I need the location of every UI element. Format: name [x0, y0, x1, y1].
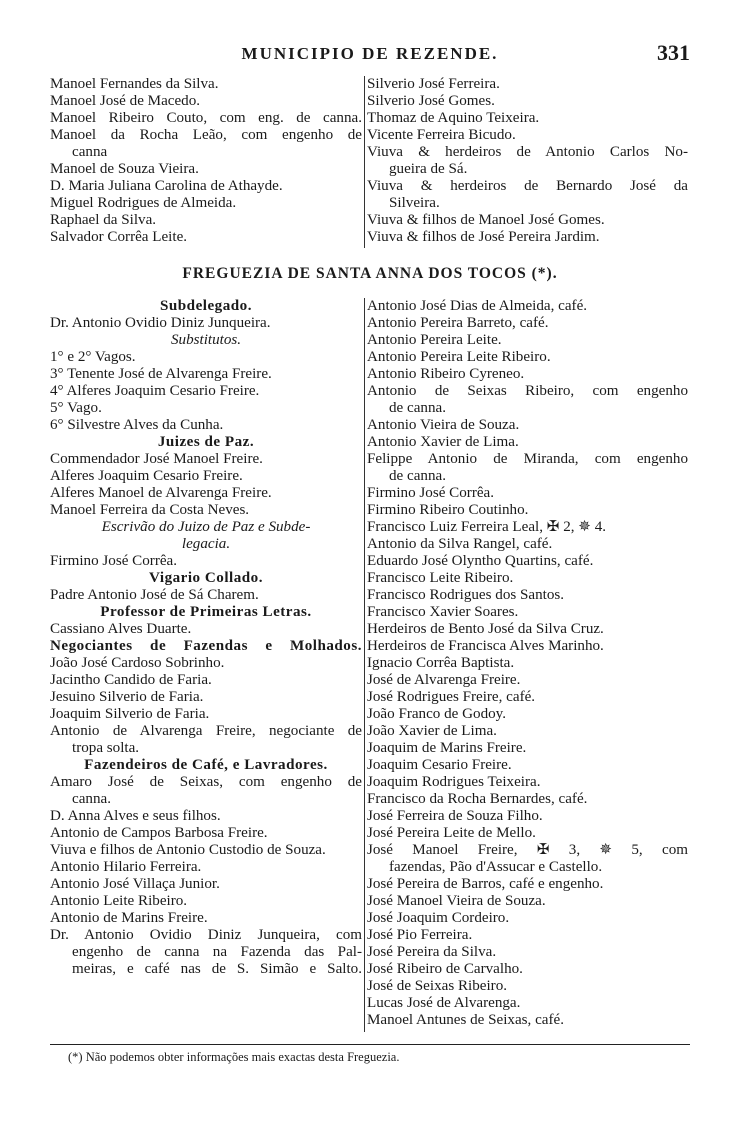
section-heading: Juizes de Paz. [157, 434, 255, 450]
column-divider-bottom [364, 298, 365, 1032]
list-entry: Eduardo José Olyntho Quartins, café. [367, 553, 594, 569]
list-entry: de canna. [389, 468, 446, 484]
list-entry: Joaquim Silverio de Faria. [50, 706, 210, 722]
list-entry: José Pereira da Silva. [367, 944, 497, 960]
list-entry: Commendador José Manoel Freire. [50, 451, 263, 467]
footnote-rule [50, 1044, 690, 1045]
list-entry: Manoel Ribeiro Couto, com eng. de canna. [50, 110, 362, 126]
subheading: Substitutos. [170, 332, 242, 348]
section-heading: Professor de Primeiras Letras. [100, 604, 312, 620]
list-entry: de canna. [389, 400, 446, 416]
list-entry: Antonio Pereira Barreto, café. [367, 315, 549, 331]
bottom-right-column [367, 298, 688, 1029]
list-entry: Viuva & herdeiros de Antonio Carlos No- [367, 144, 688, 160]
list-entry: canna. [72, 791, 111, 807]
list-entry: Manoel Ferreira da Costa Neves. [50, 502, 250, 518]
list-entry: Antonio de Alvarenga Freire, negociante de [50, 723, 362, 739]
list-entry: Antonio Xavier de Lima. [367, 434, 519, 450]
list-entry: João Franco de Godoy. [367, 706, 507, 722]
list-entry: Raphael da Silva. [50, 212, 157, 228]
list-entry: Antonio de Marins Freire. [50, 910, 208, 926]
list-entry: Jacintho Candido de Faria. [50, 672, 212, 688]
list-entry: Antonio Ribeiro Cyreneo. [367, 366, 525, 382]
section-heading: Fazendeiros de Café, e Lavradores. [84, 757, 328, 773]
list-entry: Herdeiros de Bento José da Silva Cruz. [367, 621, 604, 637]
list-entry: José de Alvarenga Freire. [367, 672, 521, 688]
list-entry: D. Maria Juliana Carolina de Athayde. [50, 178, 283, 194]
list-entry: Dr. Antonio Ovidio Diniz Junqueira, com [50, 927, 362, 943]
list-entry: tropa solta. [72, 740, 140, 756]
subheading: Escrivão do Juizo de Paz e Subde- [101, 519, 311, 535]
list-entry: Ignacio Corrêa Baptista. [367, 655, 515, 671]
list-entry: Manoel de Souza Vieira. [50, 161, 199, 177]
list-entry: Viuva & filhos de José Pereira Jardim. [367, 229, 600, 245]
list-entry: Jesuino Silverio de Faria. [50, 689, 204, 705]
section-heading: Subdelegado. [160, 298, 252, 314]
list-entry: Joaquim de Marins Freire. [367, 740, 527, 756]
list-entry: Manoel Antunes de Seixas, café. [367, 1012, 564, 1028]
section-heading: Negociantes de Fazendas e Molhados. [50, 638, 362, 654]
list-entry: Francisco Luiz Ferreira Leal, ✠ 2, ✵ 4. [367, 519, 607, 535]
top-left-column [50, 76, 362, 246]
list-entry: Alferes Manoel de Alvarenga Freire. [50, 485, 272, 501]
list-entry: Antonio da Silva Rangel, café. [367, 536, 553, 552]
list-entry: Alferes Joaquim Cesario Freire. [50, 468, 243, 484]
list-entry: Antonio de Campos Barbosa Freire. [50, 825, 268, 841]
list-entry: Antonio José Villaça Junior. [50, 876, 220, 892]
top-right-column [367, 76, 688, 246]
list-entry: José Ribeiro de Carvalho. [367, 961, 523, 977]
list-entry: Salvador Corrêa Leite. [50, 229, 188, 245]
list-entry: José de Seixas Ribeiro. [367, 978, 508, 994]
list-entry: Francisco da Rocha Bernardes, café. [367, 791, 588, 807]
section-title: FREGUEZIA DE SANTA ANNA DOS TOCOS (*). [182, 265, 558, 282]
list-entry: José Manoel Freire, ✠ 3, ✵ 5, com [367, 842, 688, 858]
list-entry: José Ferreira de Souza Filho. [367, 808, 543, 824]
list-entry: José Pio Ferreira. [367, 927, 473, 943]
footnote: (*) Não podemos obter informações mais exactas desta Freguezia. [68, 1050, 400, 1064]
list-entry: Miguel Rodrigues de Almeida. [50, 195, 237, 211]
list-entry: Firmino José Corrêa. [367, 485, 495, 501]
list-entry: Felippe Antonio de Miranda, com engenho [367, 451, 688, 467]
list-entry: Antonio Hilario Ferreira. [50, 859, 202, 875]
section-heading: Vigario Collado. [149, 570, 263, 586]
list-entry: canna [72, 144, 108, 160]
list-entry: Manoel José de Macedo. [50, 93, 201, 109]
list-entry: gueira de Sá. [389, 161, 468, 177]
list-entry: Joaquim Cesario Freire. [367, 757, 512, 773]
list-entry: Antonio José Dias de Almeida, café. [367, 298, 588, 314]
list-entry: engenho de canna na Fazenda das Pal- [72, 944, 362, 960]
list-entry: José Manoel Vieira de Souza. [367, 893, 546, 909]
subheading: legacia. [181, 536, 231, 552]
list-entry: Antonio Vieira de Souza. [367, 417, 520, 433]
list-entry: Dr. Antonio Ovidio Diniz Junqueira. [50, 315, 271, 331]
list-entry: Francisco Rodrigues dos Santos. [367, 587, 565, 603]
list-entry: Herdeiros de Francisca Alves Marinho. [367, 638, 604, 654]
list-entry: Firmino Ribeiro Coutinho. [367, 502, 529, 518]
list-entry: Cassiano Alves Duarte. [50, 621, 192, 637]
list-entry: D. Anna Alves e seus filhos. [50, 808, 221, 824]
page-number: 331 [657, 40, 690, 65]
list-entry: meiras, e café nas de S. Simão e Salto. [72, 961, 362, 977]
list-entry: Vicente Ferreira Bicudo. [367, 127, 516, 143]
list-entry: Francisco Leite Ribeiro. [367, 570, 514, 586]
list-entry: Viuva e filhos de Antonio Custodio de Souza. [50, 842, 326, 858]
list-entry: Padre Antonio José de Sá Charem. [50, 587, 259, 603]
list-entry: Manoel da Rocha Leão, com engenho de [50, 127, 362, 143]
list-entry: Firmino José Corrêa. [50, 553, 178, 569]
list-entry: Antonio de Seixas Ribeiro, com engenho [367, 383, 688, 399]
running-title: MUNICIPIO DE REZENDE. [241, 44, 499, 63]
list-entry: 4° Alferes Joaquim Cesario Freire. [50, 383, 260, 399]
bottom-left-column [50, 298, 362, 978]
list-entry: João José Cardoso Sobrinho. [50, 655, 225, 671]
list-entry: Francisco Xavier Soares. [367, 604, 519, 620]
list-entry: José Pereira Leite de Mello. [367, 825, 536, 841]
list-entry: 5° Vago. [50, 400, 102, 416]
list-entry: José Joaquim Cordeiro. [367, 910, 510, 926]
list-entry: José Pereira de Barros, café e engenho. [367, 876, 604, 892]
list-entry: Viuva & filhos de Manoel José Gomes. [367, 212, 605, 228]
list-entry: fazendas, Pão d'Assucar e Castello. [389, 859, 603, 875]
list-entry: Silveira. [389, 195, 440, 211]
list-entry: Joaquim Rodrigues Teixeira. [367, 774, 541, 790]
list-entry: Manoel Fernandes da Silva. [50, 76, 219, 92]
column-divider-top [364, 76, 365, 248]
list-entry: 1° e 2° Vagos. [50, 349, 136, 365]
list-entry: João Xavier de Lima. [367, 723, 497, 739]
list-entry: 3° Tenente José de Alvarenga Freire. [50, 366, 272, 382]
list-entry: Antonio Pereira Leite. [367, 332, 502, 348]
list-entry: Antonio Pereira Leite Ribeiro. [367, 349, 551, 365]
list-entry: Antonio Leite Ribeiro. [50, 893, 188, 909]
list-entry: 6° Silvestre Alves da Cunha. [50, 417, 224, 433]
list-entry: Amaro José de Seixas, com engenho de [50, 774, 362, 790]
list-entry: Viuva & herdeiros de Bernardo José da [367, 178, 688, 194]
list-entry: Silverio José Gomes. [367, 93, 495, 109]
list-entry: Thomaz de Aquino Teixeira. [367, 110, 540, 126]
list-entry: José Rodrigues Freire, café. [367, 689, 536, 705]
list-entry: Silverio José Ferreira. [367, 76, 500, 92]
list-entry: Lucas José de Alvarenga. [367, 995, 521, 1011]
page-header [50, 40, 690, 68]
